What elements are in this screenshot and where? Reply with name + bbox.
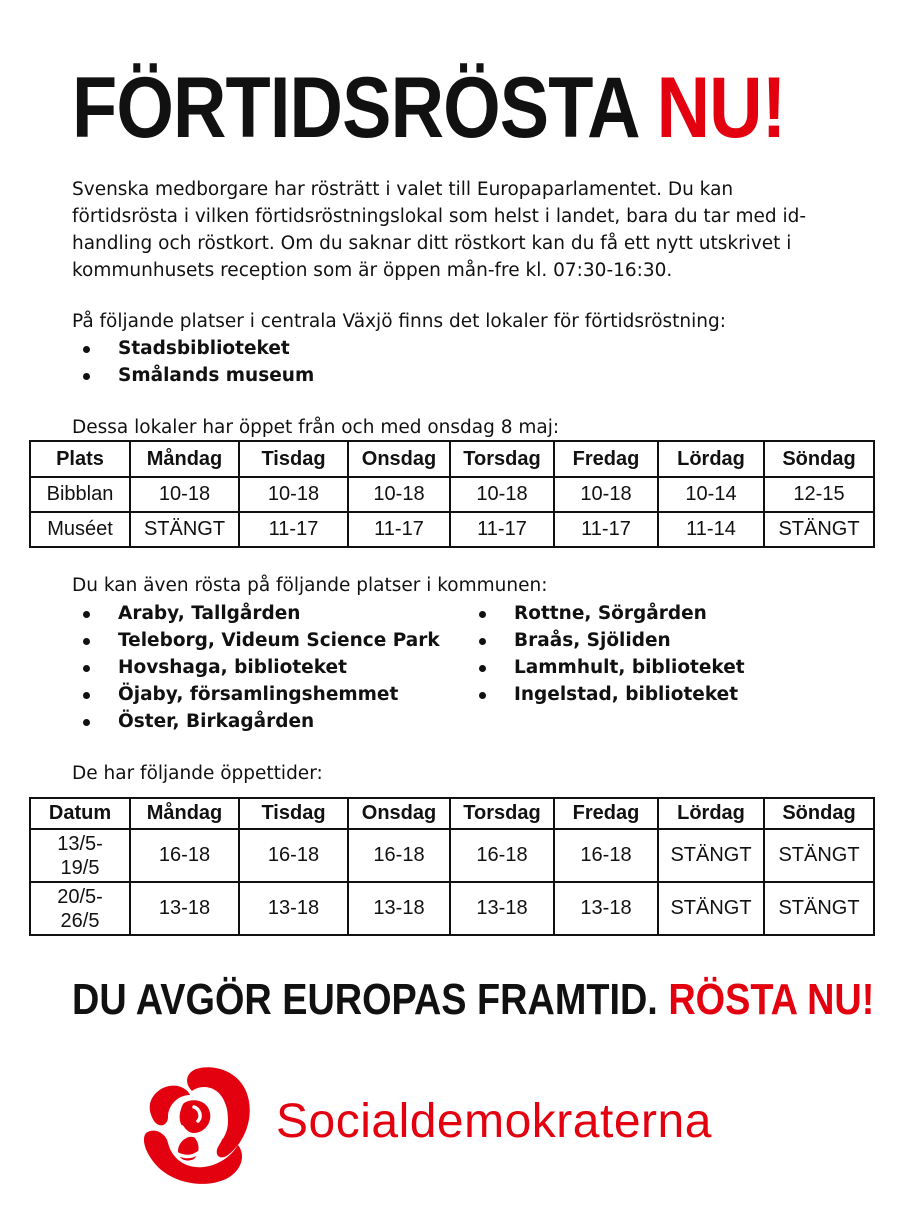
table-cell: 10-18: [450, 477, 554, 512]
list-item: Ingelstad, biblioteket: [468, 681, 745, 708]
table-cell: 16-18: [239, 829, 348, 882]
header-cell: Söndag: [764, 798, 874, 829]
table-cell: 16-18: [348, 829, 450, 882]
table-cell: STÄNGT: [764, 512, 874, 547]
table2-caption: De har följande öppettider:: [72, 763, 323, 784]
list-item: Lammhult, biblioteket: [468, 654, 745, 681]
table-cell: 11-17: [348, 512, 450, 547]
table-cell: 10-18: [554, 477, 658, 512]
header-cell: Onsdag: [348, 798, 450, 829]
list-item: Öster, Birkagården: [72, 708, 440, 735]
table-cell: 10-18: [348, 477, 450, 512]
table-cell: 13-18: [450, 882, 554, 935]
table-cell: 16-18: [130, 829, 239, 882]
table-cell: Bibblan: [30, 477, 130, 512]
title-main: FÖRTIDSRÖSTA: [72, 60, 637, 156]
page-title: [72, 58, 786, 158]
table-cell: 10-18: [130, 477, 239, 512]
header-cell: Tisdag: [239, 441, 348, 477]
table-cell: STÄNGT: [764, 829, 874, 882]
table-cell: 13-18: [130, 882, 239, 935]
table-cell: 16-18: [450, 829, 554, 882]
central-places-heading: På följande platser i centrala Växjö finns det lokaler för förtidsröstning:: [72, 311, 726, 332]
header-cell: Lördag: [658, 441, 764, 477]
table-cell: STÄNGT: [764, 882, 874, 935]
table-cell: 11-17: [239, 512, 348, 547]
table-cell: 13/5- 19/5: [30, 829, 130, 882]
header-cell: Plats: [30, 441, 130, 477]
header-cell: Tisdag: [239, 798, 348, 829]
central-places-list: [72, 335, 314, 389]
table-row: [30, 477, 874, 512]
header-cell: Torsdag: [450, 441, 554, 477]
opening-hours-table-central: [29, 440, 875, 548]
table-cell: 20/5- 26/5: [30, 882, 130, 935]
logo-wordmark: Socialdemokraterna: [276, 1095, 712, 1148]
table-cell: 10-18: [239, 477, 348, 512]
slogan: [72, 970, 875, 1030]
municipality-list-left: [72, 600, 440, 735]
table-cell: STÄNGT: [658, 829, 764, 882]
list-item: Braås, Sjöliden: [468, 627, 745, 654]
table-cell: 11-17: [450, 512, 554, 547]
table-header-row: [30, 441, 874, 477]
opening-hours-table-municipality: [29, 797, 875, 936]
table-row: [30, 512, 874, 547]
table-cell: Muséet: [30, 512, 130, 547]
header-cell: Onsdag: [348, 441, 450, 477]
table-cell: 11-14: [658, 512, 764, 547]
slogan-main: DU AVGÖR EUROPAS FRAMTID.: [72, 975, 658, 1024]
table-cell: STÄNGT: [658, 882, 764, 935]
table-cell: 13-18: [554, 882, 658, 935]
header-cell: Söndag: [764, 441, 874, 477]
list-item: Rottne, Sörgården: [468, 600, 745, 627]
list-item: Smålands museum: [72, 362, 314, 389]
table-row: [30, 829, 874, 882]
header-cell: Fredag: [554, 441, 658, 477]
table-row: [30, 882, 874, 935]
municipality-list-right: [468, 600, 745, 708]
list-item: Araby, Tallgården: [72, 600, 440, 627]
header-cell: Fredag: [554, 798, 658, 829]
rose-icon: [138, 1063, 258, 1185]
table-cell: 16-18: [554, 829, 658, 882]
table-cell: STÄNGT: [130, 512, 239, 547]
list-item: Stadsbiblioteket: [72, 335, 314, 362]
table-cell: 12-15: [764, 477, 874, 512]
table-cell: 10-14: [658, 477, 764, 512]
header-cell: Lördag: [658, 798, 764, 829]
header-cell: Måndag: [130, 798, 239, 829]
list-item: Hovshaga, biblioteket: [72, 654, 440, 681]
slogan-accent: RÖSTA NU!: [668, 975, 875, 1024]
table-cell: 13-18: [348, 882, 450, 935]
municipality-heading: Du kan även rösta på följande platser i kommunen:: [72, 575, 548, 596]
title-accent: NU!: [656, 60, 786, 156]
header-cell: Måndag: [130, 441, 239, 477]
list-item: Teleborg, Videum Science Park: [72, 627, 440, 654]
intro-paragraph: Svenska medborgare har rösträtt i valet till Europaparlamentet. Du kan förtidsrösta i vilken förtidsröstningslokal som helst i landet, bara du tar med id-handling och röstkort. Om du saknar ditt röstkort kan du få ett nytt utskrivet i kommunhusets reception som är öppen mån-fre kl. 07:30-16:30.: [72, 179, 807, 281]
table1-caption: Dessa lokaler har öppet från och med onsdag 8 maj:: [72, 417, 560, 438]
header-cell: Torsdag: [450, 798, 554, 829]
table-cell: 13-18: [239, 882, 348, 935]
table-header-row: [30, 798, 874, 829]
table-cell: 11-17: [554, 512, 658, 547]
header-cell: Datum: [30, 798, 130, 829]
list-item: Öjaby, församlingshemmet: [72, 681, 440, 708]
